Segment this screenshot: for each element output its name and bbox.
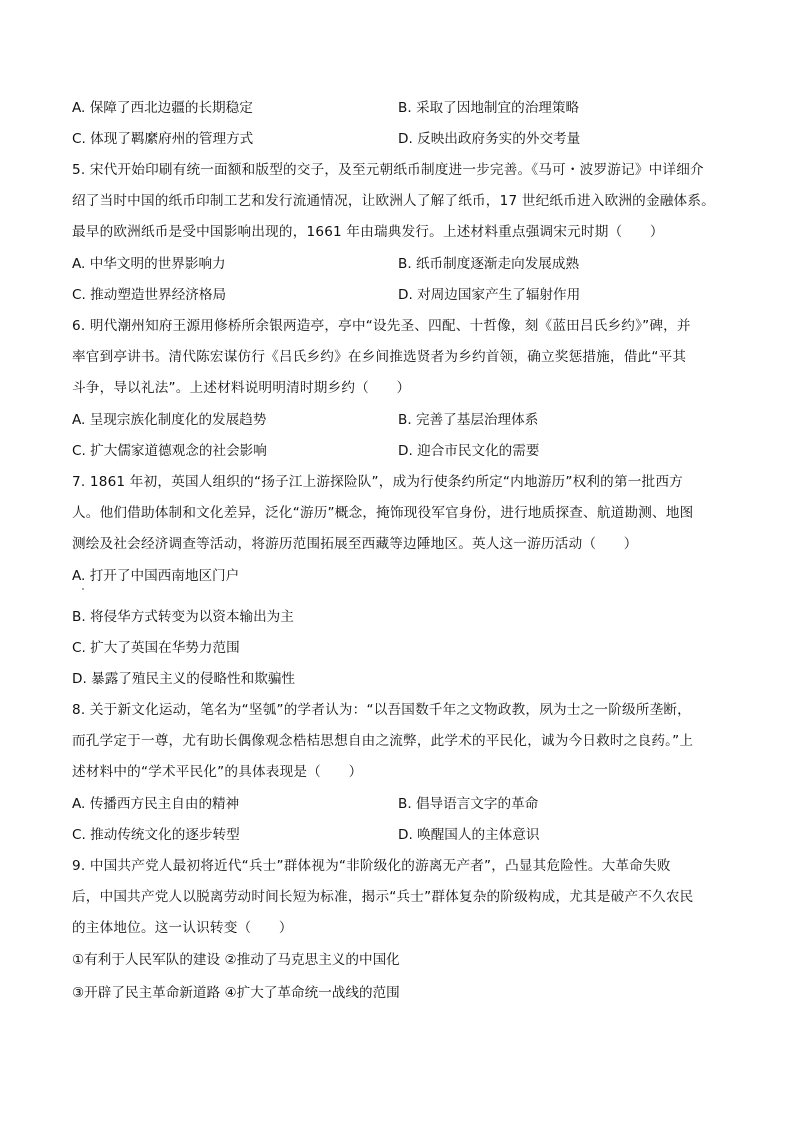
q9-stem-line-3: 的主体地位。这一认识转变（ ） <box>72 920 293 936</box>
q6-option-a: A. 呈现宗族化制度化的发展趋势 <box>72 412 267 428</box>
q7-option-b: B. 将侵华方式转变为以资本输出为主 <box>72 609 294 625</box>
q9-statement-line-1: ①有利于人民军队的建设 ②推动了马克思主义的中国化 <box>72 952 400 968</box>
q7-stem-line-3: 测绘及社会经济调查等活动，将游历范围拓展至西藏等边陲地区。英人这一游历活动（ ） <box>72 536 638 552</box>
q8-stem-line-2: 而孔学定于一尊，尤有助长偶像观念梏桔思想自由之流弊，此学术的平民化，诚为今日救时之良药。”上 <box>72 733 694 749</box>
q8-option-b: B. 倡导语言文字的革命 <box>398 796 539 812</box>
q8-option-a: A. 传播西方民主自由的精神 <box>72 796 240 812</box>
q9-statement-line-2: ③开辟了民主革命新道路 ④扩大了革命统一战线的范围 <box>72 985 400 1001</box>
q4-option-c: C. 体现了羁縻府州的管理方式 <box>72 131 254 147</box>
q7-stem-line-2: 人。他们借助体制和文化差异，泛化“游历”概念，掩饰现役军官身份，进行地质探查、航道勘测、地图 <box>72 505 694 521</box>
q6-option-b: B. 完善了基层治理体系 <box>398 412 539 428</box>
q6-stem-line-2: 率官到亭讲书。清代陈宏谋仿行《吕氏乡约》在乡间推选贤者为乡约首领，确立奖惩措施，借此“平其 <box>72 349 687 365</box>
q6-option-d: D. 迎合市民文化的需要 <box>398 443 540 459</box>
q5-option-c: C. 推动塑造世界经济格局 <box>72 287 227 303</box>
q7-stem-line-1: 7. 1861 年初，英国人组织的“扬子江上游探险队”，成为行使条约所定“内地游历”权利的第一批西方 <box>72 474 683 490</box>
q9-stem-line-2: 后，中国共产党人以脱离劳动时间长短为标准，揭示“兵士”群体复杂的阶级构成，尤其是破产不久农民 <box>72 889 694 905</box>
q8-stem-line-1: 8. 关于新文化运动，笔名为“坚瓠”的学者认为：“以吾国数千年之文物政教，夙为士之一阶级所垄断， <box>72 702 691 718</box>
q8-option-d: D. 唤醒国人的主体意识 <box>398 827 540 843</box>
q6-stem-line-3: 斗争，导以礼法”。上述材料说明明清时期乡约（ ） <box>72 380 411 396</box>
q4-option-b: B. 采取了因地制宜的治理策略 <box>398 100 580 116</box>
q7-option-d: D. 暴露了殖民主义的侵略性和欺骗性 <box>72 671 296 687</box>
q5-stem-line-1: 5. 宋代开始印刷有统一面额和版型的交子，及至元朝纸币制度进一步完善。《马可・波罗游记》中详细介 <box>72 162 704 178</box>
q7-option-c: C. 扩大了英国在华势力范围 <box>72 640 240 656</box>
q6-stem-line-1: 6. 明代潮州知府王源用修桥所余银两造亭，亭中“设先圣、四配、十哲像，刻《蓝田吕氏乡约》”碑，并 <box>72 318 691 334</box>
q4-option-d: D. 反映出政府务实的外交考量 <box>398 131 581 147</box>
q5-option-b: B. 纸币制度逐渐走向发展成熟 <box>398 256 580 272</box>
q6-option-c: C. 扩大儒家道德观念的社会影响 <box>72 443 267 459</box>
q8-option-c: C. 推动传统文化的逐步转型 <box>72 827 240 843</box>
q5-option-d: D. 对周边国家产生了辐射作用 <box>398 287 581 303</box>
q8-stem-line-3: 述材料中的“学术平民化”的具体表现是（ ） <box>72 764 363 780</box>
q5-stem-line-3: 最早的欧洲纸币是受中国影响出现的，1661 年由瑞典发行。上述材料重点强调宋元时期（ ） <box>72 224 664 240</box>
q4-option-a: A. 保障了西北边疆的长期稳定 <box>72 100 253 116</box>
stray-dot-mark <box>82 588 84 590</box>
q5-stem-line-2: 绍了当时中国的纸币印制工艺和发行流通情况，让欧洲人了解了纸币，17 世纪纸币进入欧洲的金融体系。 <box>72 193 715 209</box>
q7-option-a: A. 打开了中国西南地区门户 <box>72 568 240 584</box>
q9-stem-line-1: 9. 中国共产党人最初将近代“兵士”群体视为“非阶级化的游离无产者”，凸显其危险性。大革命失败 <box>72 858 671 874</box>
q5-option-a: A. 中华文明的世界影响力 <box>72 256 226 272</box>
